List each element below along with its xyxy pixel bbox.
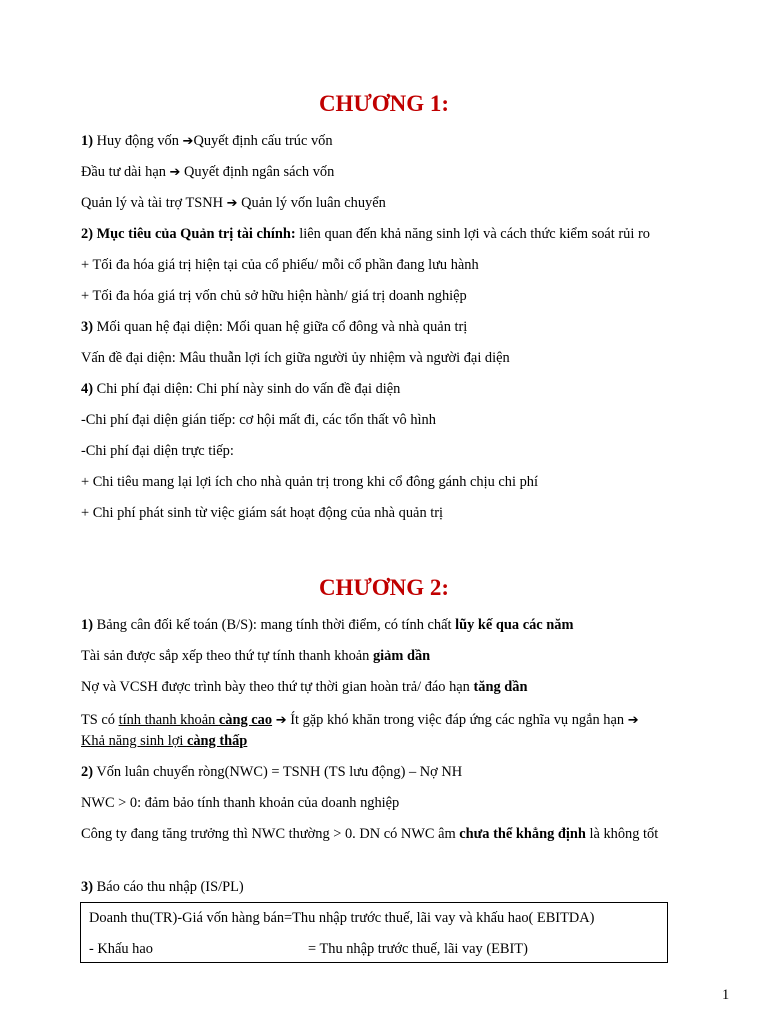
chapter-1-title: CHƯƠNG 1: [318, 91, 450, 116]
ch1-line-11: -Chi phí đại diện trực tiếp: [81, 443, 234, 459]
arrow-icon: ➔ [627, 713, 639, 728]
ch2-line-2 [81, 648, 430, 665]
arrow-icon: ➔ [275, 713, 287, 728]
ch2-line-5 [81, 764, 462, 781]
item-number: 3) [81, 319, 93, 335]
ch2-line-6: NWC > 0: đảm bảo tính thanh khoản của doanh nghiệp [81, 795, 400, 811]
ch1-line-3 [81, 195, 386, 212]
ch2-line-3 [81, 679, 527, 696]
text: là không tốt [585, 826, 659, 842]
text: Huy động vốn [93, 133, 183, 149]
text: Tài sản được sắp xếp theo thứ tự tính thanh khoản [81, 648, 373, 664]
box-row-2-left: - Khấu hao [89, 941, 153, 957]
ch2-line-8 [81, 879, 244, 896]
text: Quyết định cấu trúc vốn [193, 133, 333, 149]
text: Vốn luân chuyển ròng(NWC) = TSNH (TS lưu động) – Nợ NH [93, 764, 463, 780]
bold-text: giảm dần [372, 648, 431, 664]
ch1-line-2 [81, 164, 334, 181]
bold-text: tăng dần [473, 679, 528, 695]
income-statement-box [80, 902, 668, 963]
text: Chi phí đại diện: Chi phí này sinh do vấn đề đại diện [93, 381, 401, 397]
item-number: 2) [81, 764, 93, 780]
underlined-bold-text: càng thấp [186, 733, 248, 749]
bold-heading: Mục tiêu của Quản trị tài chính: [93, 226, 296, 242]
arrow-icon: ➔ [226, 196, 238, 211]
ch1-line-4 [81, 226, 650, 243]
text: Đầu tư dài hạn [81, 164, 170, 180]
ch2-line-7 [81, 824, 731, 845]
arrow-icon: ➔ [169, 165, 181, 180]
ch1-line-10: -Chi phí đại diện gián tiếp: cơ hội mất đi, các tổn thất vô hình [81, 412, 436, 428]
chapter-2-title: CHƯƠNG 2: [318, 575, 450, 600]
text: Quyết định ngân sách vốn [180, 164, 335, 180]
box-row-1: Doanh thu(TR)-Giá vốn hàng bán=Thu nhập trước thuế, lãi vay và khấu hao( EBITDA) [89, 910, 595, 926]
item-number: 1) [81, 617, 93, 633]
text: Báo cáo thu nhập (IS/PL) [93, 879, 244, 895]
text: Công ty đang tăng trưởng thì NWC thường > 0. DN có NWC âm [81, 826, 460, 842]
bold-text: lũy kế qua các năm [455, 617, 574, 633]
text: Mối quan hệ đại diện: Mối quan hệ giữa cổ đông và nhà quản trị [93, 319, 468, 335]
text: Quản lý vốn luân chuyển [237, 195, 386, 211]
item-number: 4) [81, 381, 93, 397]
text: Ít gặp khó khăn trong việc đáp ứng các nghĩa vụ ngắn hạn [286, 712, 628, 728]
ch1-line-8: Vấn đề đại diện: Mâu thuẫn lợi ích giữa người ủy nhiệm và người đại diện [81, 350, 510, 366]
bold-text: chưa thể khẳng định [459, 826, 586, 842]
item-number: 2) [81, 226, 93, 242]
text: Quản lý và tài trợ TSNH [81, 195, 227, 211]
text: liên quan đến khả năng sinh lợi và cách thức kiểm soát rủi ro [295, 226, 650, 242]
ch1-line-12: + Chi tiêu mang lại lợi ích cho nhà quản trị trong khi cổ đông gánh chịu chi phí [81, 474, 538, 490]
item-number: 3) [81, 879, 93, 895]
item-number: 1) [81, 133, 93, 149]
ch2-line-4 [81, 710, 731, 752]
text: Bảng cân đối kế toán (B/S): mang tính thời điểm, có tính chất [93, 617, 456, 633]
ch1-line-1 [81, 133, 333, 150]
ch1-line-5: + Tối đa hóa giá trị hiện tại của cổ phiếu/ mỗi cổ phần đang lưu hành [81, 257, 479, 273]
ch1-line-7 [81, 319, 467, 336]
arrow-icon: ➔ [182, 134, 194, 149]
underlined-text: Khả năng sinh lợi [81, 733, 187, 749]
text: TS có [81, 712, 119, 728]
ch2-line-1 [81, 617, 573, 634]
underlined-text: tính thanh khoản [118, 712, 219, 728]
ch1-line-9 [81, 381, 400, 398]
ch1-line-6: + Tối đa hóa giá trị vốn chủ sở hữu hiện hành/ giá trị doanh nghiệp [81, 288, 467, 304]
page-number: 1 [722, 987, 730, 1003]
box-row-2-right: = Thu nhập trước thuế, lãi vay (EBIT) [308, 941, 528, 957]
ch1-line-13: + Chi phí phát sinh từ việc giám sát hoạt động của nhà quản trị [81, 505, 444, 521]
text: Nợ và VCSH được trình bày theo thứ tự thời gian hoàn trả/ đáo hạn [81, 679, 474, 695]
underlined-bold-text: càng cao [218, 712, 273, 728]
